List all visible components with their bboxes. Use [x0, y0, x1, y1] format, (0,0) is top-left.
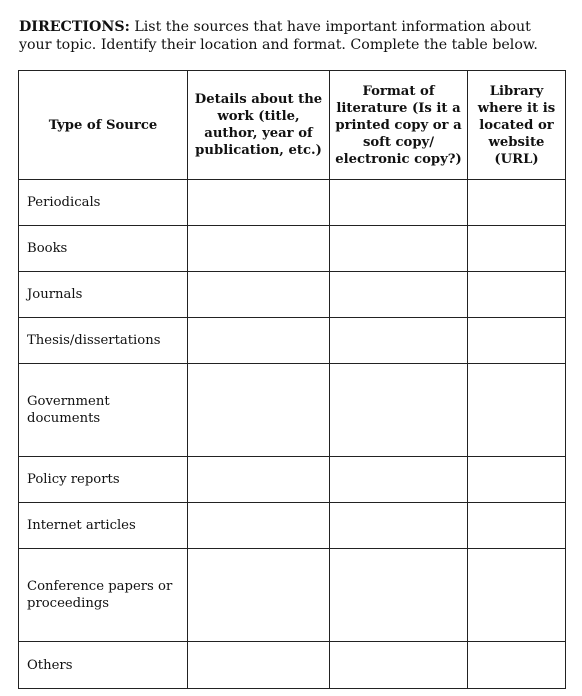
format-cell[interactable] [330, 272, 468, 318]
table-row [19, 642, 566, 689]
location-cell[interactable] [468, 180, 566, 226]
format-cell[interactable] [330, 549, 468, 642]
location-cell[interactable] [468, 226, 566, 272]
format-cell[interactable] [330, 226, 468, 272]
format-cell[interactable] [330, 318, 468, 364]
row-type-label: Periodicals [19, 180, 188, 226]
table-row [19, 503, 566, 549]
details-cell[interactable] [188, 549, 330, 642]
row-type-label: Thesis/dissertations [19, 318, 188, 364]
location-cell[interactable] [468, 549, 566, 642]
details-cell[interactable] [188, 503, 330, 549]
row-type-label: Policy reports [19, 457, 188, 503]
row-type-label: Conference papers or proceedings [19, 549, 188, 642]
header-location: Library where it is located or website (URL) [468, 71, 566, 180]
row-type-label: Government documents [19, 364, 188, 457]
header-format: Format of literature (Is it a printed copy or a soft copy/ electronic copy?) [330, 71, 468, 180]
location-cell[interactable] [468, 457, 566, 503]
location-cell[interactable] [468, 503, 566, 549]
directions-text [19, 18, 564, 54]
directions-lead: DIRECTIONS: [19, 19, 130, 35]
row-type-label: Journals [19, 272, 188, 318]
table-row [19, 318, 566, 364]
table-row [19, 549, 566, 642]
table-header-row [19, 71, 566, 180]
table-row [19, 226, 566, 272]
details-cell[interactable] [188, 180, 330, 226]
table-row [19, 457, 566, 503]
row-type-label: Others [19, 642, 188, 689]
table-row [19, 364, 566, 457]
sources-table [18, 70, 566, 689]
format-cell[interactable] [330, 642, 468, 689]
details-cell[interactable] [188, 457, 330, 503]
format-cell[interactable] [330, 457, 468, 503]
location-cell[interactable] [468, 318, 566, 364]
header-details: Details about the work (title, author, year of publication, etc.) [188, 71, 330, 180]
details-cell[interactable] [188, 642, 330, 689]
format-cell[interactable] [330, 364, 468, 457]
directions-body: List the sources that have important information about your topic. Identify their location and format. Complete the table below. [19, 19, 538, 53]
location-cell[interactable] [468, 364, 566, 457]
details-cell[interactable] [188, 364, 330, 457]
table-row [19, 272, 566, 318]
row-type-label: Books [19, 226, 188, 272]
details-cell[interactable] [188, 226, 330, 272]
header-type-of-source: Type of Source [19, 71, 188, 180]
row-type-label: Internet articles [19, 503, 188, 549]
details-cell[interactable] [188, 272, 330, 318]
location-cell[interactable] [468, 272, 566, 318]
details-cell[interactable] [188, 318, 330, 364]
format-cell[interactable] [330, 180, 468, 226]
format-cell[interactable] [330, 503, 468, 549]
table-row [19, 180, 566, 226]
location-cell[interactable] [468, 642, 566, 689]
